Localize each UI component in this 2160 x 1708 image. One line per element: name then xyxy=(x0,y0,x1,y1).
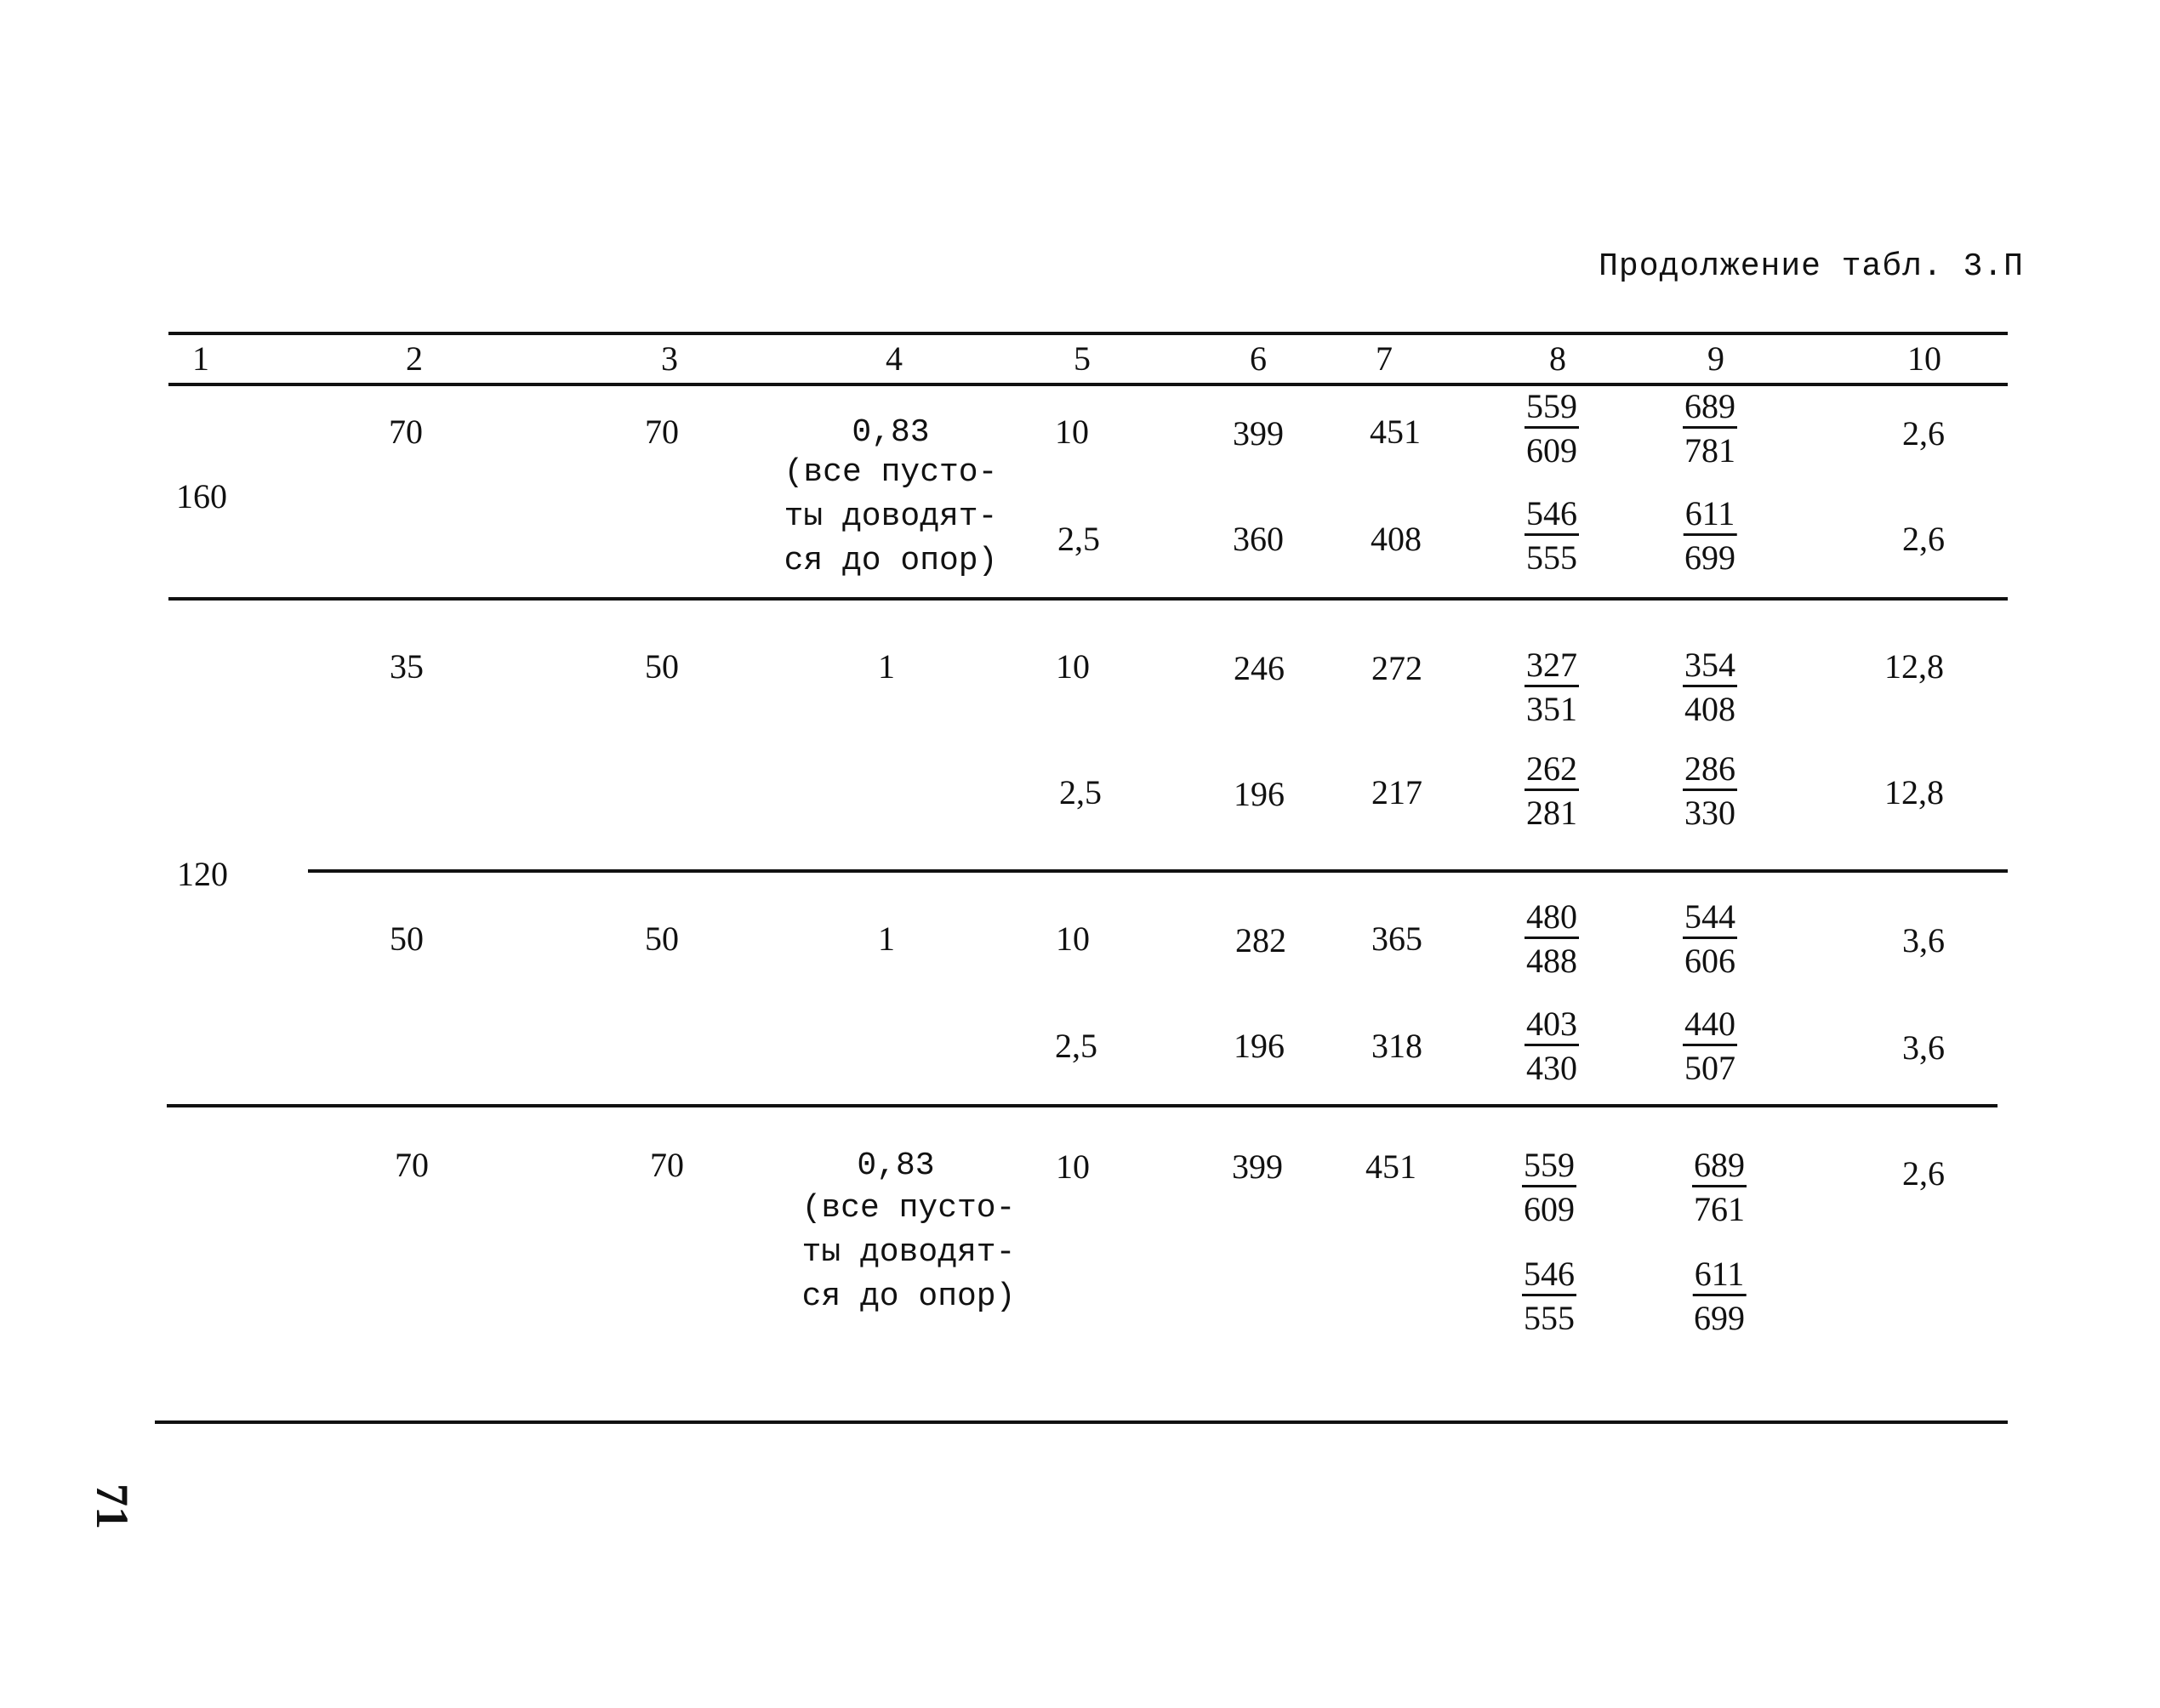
cell-col2: 70 xyxy=(389,413,423,451)
cell-col8-fraction xyxy=(1525,749,1579,832)
fraction-denominator: 606 xyxy=(1684,942,1735,980)
table-caption: Продолжение табл. 3.П xyxy=(1599,248,2024,285)
table-top-rule xyxy=(168,332,2008,335)
cell-col6: 196 xyxy=(1234,1027,1285,1065)
fraction-numerator: 327 xyxy=(1525,648,1579,687)
fraction-denominator: 408 xyxy=(1684,690,1735,728)
fraction-denominator: 609 xyxy=(1526,431,1577,470)
cell-col3: 50 xyxy=(645,919,679,958)
cell-col9-fraction xyxy=(1683,749,1737,832)
cell-col7: 408 xyxy=(1371,520,1422,558)
fraction-denominator: 555 xyxy=(1524,1299,1575,1337)
fraction-denominator: 507 xyxy=(1684,1049,1735,1087)
cell-col2: 70 xyxy=(395,1146,429,1184)
column-header: 4 xyxy=(886,339,903,378)
cell-col4-value: 0,83 xyxy=(857,1147,935,1184)
cell-col6: 196 xyxy=(1234,775,1285,813)
cell-col6: 399 xyxy=(1233,414,1284,453)
fraction-numerator: 689 xyxy=(1683,390,1737,429)
cell-col8-fraction xyxy=(1522,1148,1576,1227)
note-line: ты доводят- xyxy=(801,1234,1016,1271)
note-line: ты доводят- xyxy=(784,498,998,535)
column-header: 1 xyxy=(192,339,209,378)
fraction-numerator: 559 xyxy=(1525,390,1579,429)
cell-col5: 2,5 xyxy=(1055,1027,1097,1065)
cell-col5: 2,5 xyxy=(1059,773,1102,811)
column-header: 5 xyxy=(1074,339,1091,378)
cell-col6: 282 xyxy=(1235,921,1286,959)
fraction-numerator: 262 xyxy=(1525,752,1579,791)
note-line: (все пусто- xyxy=(784,454,998,491)
cell-col9-fraction xyxy=(1692,1148,1747,1227)
fraction-numerator: 611 xyxy=(1684,497,1737,536)
fraction-denominator: 699 xyxy=(1684,538,1735,577)
column-header: 7 xyxy=(1376,339,1393,378)
fraction-denominator: 761 xyxy=(1694,1190,1745,1228)
column-header: 6 xyxy=(1250,339,1267,378)
cell-col1: 120 xyxy=(177,855,228,893)
cell-col1: 160 xyxy=(176,477,227,515)
cell-col10: 3,6 xyxy=(1902,1028,1945,1067)
cell-col5: 10 xyxy=(1056,1147,1090,1186)
column-header: 9 xyxy=(1707,339,1724,378)
fraction-denominator: 430 xyxy=(1526,1049,1577,1087)
cell-col7: 318 xyxy=(1371,1027,1422,1065)
cell-col10: 12,8 xyxy=(1884,773,1944,811)
cell-col5: 10 xyxy=(1056,647,1090,686)
table-bottom-rule xyxy=(155,1420,2008,1424)
fraction-numerator: 354 xyxy=(1683,648,1737,687)
group-divider-rule xyxy=(167,1104,1998,1107)
cell-col8-fraction xyxy=(1525,494,1579,577)
cell-col3: 70 xyxy=(645,413,679,451)
fraction-numerator: 480 xyxy=(1525,900,1579,939)
column-header: 10 xyxy=(1907,339,1941,378)
cell-col10: 2,6 xyxy=(1902,1154,1945,1193)
fraction-numerator: 403 xyxy=(1525,1007,1579,1046)
column-header: 3 xyxy=(661,339,678,378)
cell-col9-fraction xyxy=(1693,1257,1747,1335)
cell-col4-note xyxy=(802,1187,1016,1319)
fraction-denominator: 555 xyxy=(1526,538,1577,577)
column-header: 2 xyxy=(406,339,423,378)
cell-col7: 217 xyxy=(1371,773,1422,811)
cell-col7: 272 xyxy=(1371,649,1422,687)
cell-col10: 3,6 xyxy=(1902,921,1945,959)
cell-col8-fraction xyxy=(1525,387,1579,470)
cell-col4-value: 0,83 xyxy=(852,414,930,451)
cell-col4: 1 xyxy=(878,647,895,686)
cell-col6: 399 xyxy=(1232,1147,1283,1186)
fraction-denominator: 699 xyxy=(1693,1299,1745,1337)
page-number: 71 xyxy=(87,1483,138,1529)
fraction-numerator: 440 xyxy=(1683,1007,1737,1046)
cell-col5: 10 xyxy=(1056,919,1090,958)
cell-col5: 2,5 xyxy=(1057,520,1100,558)
cell-col10: 2,6 xyxy=(1902,414,1945,453)
cell-col9-fraction xyxy=(1683,1007,1737,1085)
fraction-denominator: 330 xyxy=(1684,794,1735,832)
note-line: (все пусто- xyxy=(801,1190,1016,1227)
cell-col9-fraction xyxy=(1683,648,1737,726)
cell-col8-fraction xyxy=(1522,1257,1576,1335)
header-bottom-rule xyxy=(168,383,2008,386)
cell-col3: 70 xyxy=(650,1146,684,1184)
column-header: 8 xyxy=(1549,339,1566,378)
cell-col7: 451 xyxy=(1370,413,1421,451)
fraction-denominator: 488 xyxy=(1526,942,1577,980)
cell-col2: 35 xyxy=(390,647,424,686)
fraction-numerator: 559 xyxy=(1522,1148,1576,1187)
cell-col3: 50 xyxy=(645,647,679,686)
fraction-denominator: 781 xyxy=(1684,431,1735,470)
note-line: ся до опор) xyxy=(784,543,998,579)
cell-col9-fraction xyxy=(1684,494,1737,577)
cell-col10: 2,6 xyxy=(1902,520,1945,558)
cell-col10: 12,8 xyxy=(1884,647,1944,686)
fraction-numerator: 689 xyxy=(1692,1148,1747,1187)
cell-col9-fraction xyxy=(1683,387,1737,470)
cell-col4-note xyxy=(784,451,998,584)
fraction-denominator: 281 xyxy=(1526,794,1577,832)
fraction-denominator: 609 xyxy=(1524,1190,1575,1228)
fraction-numerator: 544 xyxy=(1683,900,1737,939)
fraction-denominator: 351 xyxy=(1526,690,1577,728)
cell-col8-fraction xyxy=(1525,1007,1579,1085)
fraction-numerator: 546 xyxy=(1525,497,1579,536)
fraction-numerator: 611 xyxy=(1693,1257,1747,1296)
cell-col7: 451 xyxy=(1365,1147,1416,1186)
group-divider-rule xyxy=(168,597,2008,601)
cell-col6: 246 xyxy=(1234,649,1285,687)
fraction-numerator: 286 xyxy=(1683,752,1737,791)
cell-col8-fraction xyxy=(1525,648,1579,726)
cell-col7: 365 xyxy=(1371,919,1422,958)
cell-col4: 1 xyxy=(878,919,895,958)
note-line: ся до опор) xyxy=(801,1278,1016,1315)
cell-col6: 360 xyxy=(1233,520,1284,558)
cell-col2: 50 xyxy=(390,919,424,958)
cell-col9-fraction xyxy=(1683,897,1737,980)
fraction-numerator: 546 xyxy=(1522,1257,1576,1296)
subgroup-divider-rule xyxy=(308,869,2008,873)
cell-col5: 10 xyxy=(1055,413,1089,451)
cell-col8-fraction xyxy=(1525,897,1579,980)
